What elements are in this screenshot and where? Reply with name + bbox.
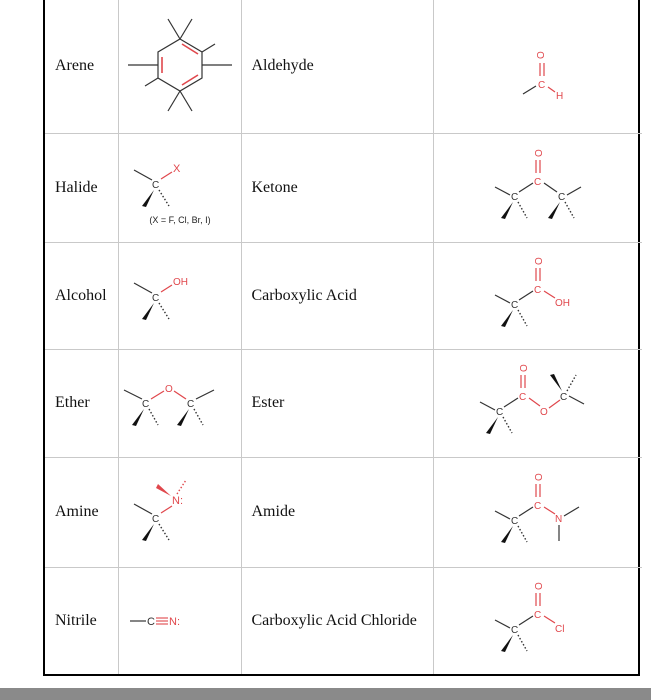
- group-name-amide: Amide: [241, 457, 433, 567]
- ester-o2-label: O: [539, 407, 548, 418]
- halide-c-label: C: [151, 179, 159, 191]
- amide-o-label: O: [533, 473, 545, 481]
- amine-n-label: N:: [171, 495, 183, 507]
- acid-c1-label: C: [510, 299, 518, 311]
- halide-x-label: X: [172, 162, 180, 175]
- group-name-nitrile: Nitrile: [45, 567, 118, 674]
- group-name-alcohol: Alcohol: [45, 242, 118, 349]
- acid-o-label: O: [533, 256, 545, 265]
- ether-c1-label: C: [141, 399, 149, 410]
- aldehyde-o-label: O: [535, 51, 547, 60]
- table-row: [45, 457, 642, 567]
- ester-o-label: O: [518, 364, 530, 372]
- aldehyde-structure: [433, 0, 642, 133]
- chloride-c1-label: C: [510, 624, 518, 636]
- ether-o-label: O: [164, 384, 173, 395]
- carboxylic-acid-structure: [433, 242, 642, 349]
- nitrile-c-label: C: [146, 615, 155, 628]
- chloride-c-label: C: [533, 609, 541, 621]
- group-name-carboxylic-acid: Carboxylic Acid: [241, 242, 433, 349]
- ketone-structure: [433, 133, 642, 242]
- amide-n-label: N: [554, 514, 562, 525]
- table-row: [45, 349, 642, 457]
- group-name-amine: Amine: [45, 457, 118, 567]
- table-row: [45, 567, 642, 674]
- alcohol-c-label: C: [151, 292, 159, 304]
- functional-group-table: [43, 0, 640, 676]
- nitrile-structure: [118, 567, 241, 674]
- halide-structure: [118, 133, 241, 242]
- ketone-c1-label: C: [510, 191, 518, 203]
- halide-x-note: (X = F, Cl, Br, I): [148, 214, 211, 225]
- group-name-halide: Halide: [45, 133, 118, 242]
- group-name-ester: Ester: [241, 349, 433, 457]
- ketone-o-label: O: [533, 148, 545, 157]
- amine-c-label: C: [151, 514, 159, 525]
- amide-c1-label: C: [510, 516, 518, 527]
- amine-structure: [118, 457, 241, 567]
- acid-c-label: C: [533, 284, 541, 296]
- ester-c1-label: C: [495, 407, 503, 418]
- table-row: [45, 0, 642, 133]
- alcohol-oh-label: OH: [172, 276, 188, 288]
- table-row: [45, 242, 642, 349]
- ketone-c-label: C: [533, 176, 541, 188]
- group-name-aldehyde: Aldehyde: [241, 0, 433, 133]
- group-name-ether: Ether: [45, 349, 118, 457]
- acid-oh-label: OH: [554, 297, 570, 309]
- chloride-cl-label: Cl: [554, 623, 565, 635]
- ether-c2-label: C: [186, 399, 194, 410]
- group-name-acid-chloride: Carboxylic Acid Chloride: [241, 567, 433, 674]
- amide-structure: [433, 457, 642, 567]
- amide-c-label: C: [533, 501, 541, 512]
- chloride-o-label: O: [533, 581, 545, 590]
- aldehyde-h-label: H: [555, 91, 563, 103]
- table-row: [45, 133, 642, 242]
- nitrile-n-label: N:: [168, 615, 180, 628]
- group-name-ketone: Ketone: [241, 133, 433, 242]
- bottom-scroll-bar: [0, 688, 651, 700]
- arene-structure: [118, 0, 241, 133]
- acid-chloride-structure: [433, 567, 642, 674]
- aldehyde-c-label: C: [537, 80, 545, 92]
- alcohol-structure: [118, 242, 241, 349]
- ether-structure: [118, 349, 241, 457]
- ester-structure: [433, 349, 642, 457]
- ketone-c2-label: C: [557, 191, 565, 203]
- ester-c2-label: C: [559, 392, 567, 403]
- group-name-arene: Arene: [45, 0, 118, 133]
- ester-c-label: C: [518, 392, 526, 403]
